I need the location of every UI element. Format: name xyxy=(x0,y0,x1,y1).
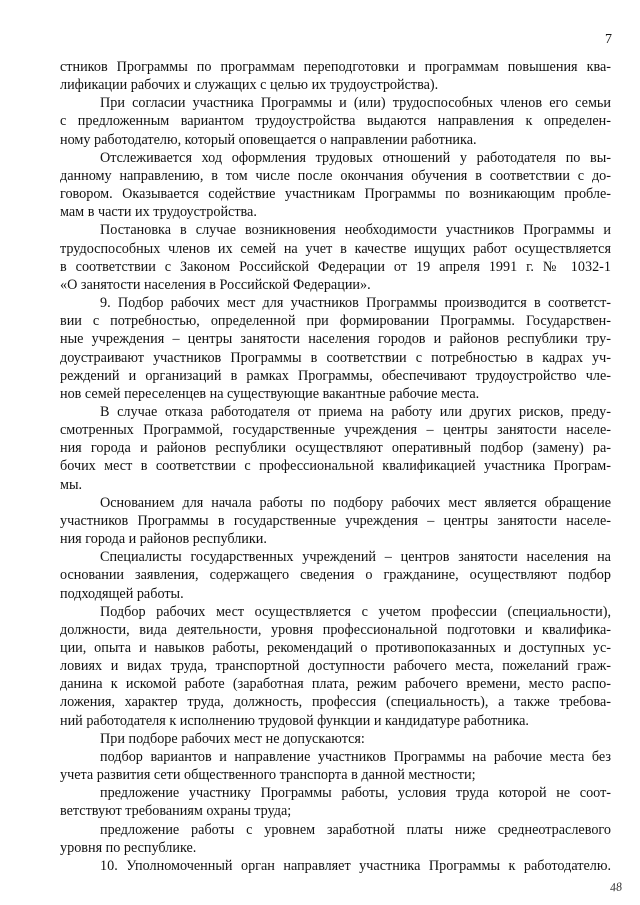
paragraph xyxy=(60,857,611,875)
text-line: ний работодателя к исполнению трудовой функции и кандидатуре работника. xyxy=(60,712,529,729)
paragraph xyxy=(60,784,611,820)
text-line: должности, вида деятельности, уровня профессиональной подготовки и квалифика- xyxy=(60,621,611,638)
text-line: ветствуют требованиям охраны труда; xyxy=(60,803,292,820)
text-line: В случае отказа работодателя от приема на работу или других рисков, преду- xyxy=(100,403,611,420)
paragraph xyxy=(60,548,611,602)
document-body xyxy=(60,58,611,875)
text-line: стников Программы по программам переподготовки и программам повышения ква- xyxy=(60,59,611,75)
text-line: предложение участнику Программы работы, условия труда которой не соот- xyxy=(100,785,611,802)
text-line: лификации рабочих и служащих с целью их трудоустройства). xyxy=(60,77,439,94)
text-line: основании заявления, содержащего сведения о гражданине, осуществляют подбор xyxy=(60,567,611,584)
paragraph xyxy=(60,94,611,148)
text-line: При подборе рабочих мест не допускаются: xyxy=(100,730,365,747)
paragraph xyxy=(60,294,611,403)
page-number: 7 xyxy=(605,32,612,47)
text-line: 10. Уполномоченный орган направляет участника Программы к работодателю. xyxy=(100,857,611,874)
paragraph xyxy=(60,730,611,748)
text-line: Специалисты государственных учреждений – центров занятости населения на xyxy=(100,549,611,566)
text-line: Постановка в случае возникновения необходимости участников Программы и xyxy=(100,222,611,239)
paragraph xyxy=(60,403,611,494)
text-line: с предложенным вариантом трудоустройства выдаются направления к определен- xyxy=(60,113,611,130)
text-line: подбор вариантов и направление участников Программы на рабочие места без xyxy=(100,748,611,765)
text-line: подходящей работы. xyxy=(60,585,184,602)
text-line: ловиях и видах труда, транспортной доступности рабочего места, пожеланий граж- xyxy=(60,658,611,675)
text-line: ному работодателю, который оповещается о направлении работника. xyxy=(60,131,477,148)
text-line: бочих мест в соответствии с профессиональной квалификацией участника Програм- xyxy=(60,458,611,475)
paragraph xyxy=(60,603,611,730)
text-line: предложение работы с уровнем заработной платы ниже среднеотраслевого xyxy=(100,821,611,838)
text-line: мы. xyxy=(60,476,83,493)
text-line: в соответствии с Законом Российской Федерации от 19 апреля 1991 г. № 1032-1 xyxy=(60,258,611,275)
text-line: данному направлению, в том числе после окончания обучения в соответствии с до- xyxy=(60,167,611,184)
text-line: смотренных Программой, государственные учреждения – центры занятости населе- xyxy=(60,422,611,439)
text-line: участников Программы в государственные учреждения – центры занятости населе- xyxy=(60,512,611,529)
text-line: Отслеживается ход оформления трудовых отношений у работодателя по вы- xyxy=(100,149,611,166)
text-line: При согласии участника Программы и (или) трудоспособных членов его семьи xyxy=(100,95,611,112)
text-line: ции, опыта и навыков работы, рекомендаций о противопоказанных и доступных ус- xyxy=(60,640,611,656)
text-line: мам в части их трудоустройства. xyxy=(60,204,257,221)
text-line: ния города и районов республики. xyxy=(60,531,267,548)
paragraph xyxy=(60,149,611,222)
text-line: ния города и районов республики осуществляют оперативный подбор (замену) ра- xyxy=(60,440,611,457)
paragraph xyxy=(60,221,611,294)
text-line: Подбор рабочих мест осуществляется с учетом профессии (специальности), xyxy=(100,603,611,620)
text-line: ложения, характер труда, должность, профессия (специальность), а также требова- xyxy=(60,694,611,711)
text-line: реждений и организаций в рамках Программы, обеспечивают трудоустройство чле- xyxy=(60,367,611,384)
text-line: говором. Оказывается содействие участникам Программы по возникающим пробле- xyxy=(60,186,611,203)
paragraph xyxy=(60,58,611,94)
text-line: уровня по республике. xyxy=(60,839,197,856)
handwritten-page-mark: 48 xyxy=(609,879,623,895)
paragraph xyxy=(60,821,611,857)
text-line: «О занятости населения в Российской Федерации». xyxy=(60,276,371,293)
text-line: 9. Подбор рабочих мест для участников Программы производится в соответст- xyxy=(100,295,611,312)
text-line: Основанием для начала работы по подбору рабочих мест является обращение xyxy=(100,494,611,511)
text-line: нов семей переселенцев на существующие вакантные рабочие места. xyxy=(60,385,480,402)
text-line: трудоспособных членов их семей на учет в качестве ищущих работ осуществляется xyxy=(60,240,611,257)
text-line: доустраивают участников Программы в соответствии с потребностью в кадрах уч- xyxy=(60,349,611,366)
text-line: вии с потребностью, определенной при формировании Программы. Государствен- xyxy=(60,313,611,330)
text-line: данина к искомой работе (заработная плата, режим рабочего времени, место распо- xyxy=(60,676,611,693)
text-line: ные учреждения – центры занятости населения городов и районов республики тру- xyxy=(60,331,611,348)
paragraph xyxy=(60,748,611,784)
text-line: учета развития сети общественного транспорта в данной местности; xyxy=(60,767,476,784)
paragraph xyxy=(60,494,611,548)
